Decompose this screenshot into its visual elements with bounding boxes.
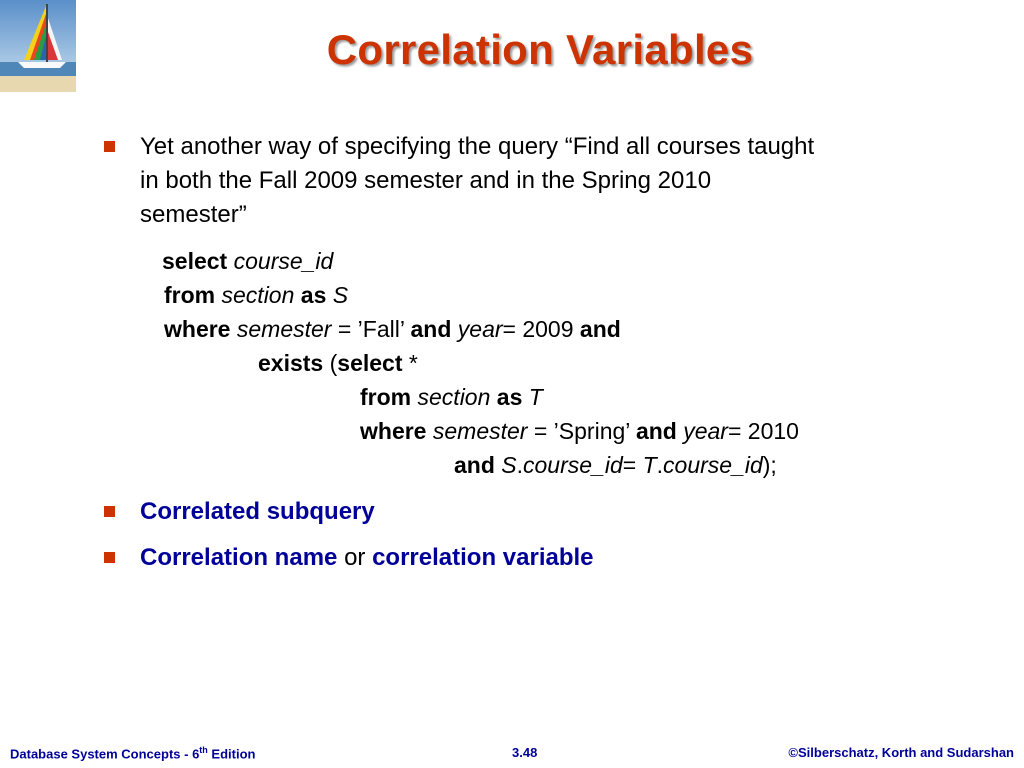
bullet-text-query-description	[140, 130, 814, 232]
sql-literal: = ’Fall’	[337, 316, 405, 342]
sql-identifier: semester	[236, 316, 332, 342]
sql-keyword: where	[360, 418, 427, 444]
sql-line-from	[164, 278, 348, 312]
bullet-line: Yet another way of specifying the query “Find all courses taught	[140, 133, 815, 160]
sql-keyword: from	[164, 282, 216, 308]
bullet-marker	[104, 141, 115, 152]
sql-line-select	[162, 244, 333, 278]
bullet-line: in both the Fall 2009 semester and in the Spring 2010	[140, 167, 712, 194]
sql-identifier: year	[457, 316, 503, 342]
footer-copyright: ©Silberschatz, Korth and Sudarshan	[788, 745, 1014, 760]
sql-keyword: select	[337, 350, 403, 376]
bullet-line: semester”	[140, 201, 247, 228]
sql-operator: =	[622, 452, 637, 478]
bullet-text-correlation-name	[140, 541, 594, 575]
sql-line-correlation	[454, 448, 777, 482]
sql-keyword: and	[410, 316, 452, 342]
sql-keyword: from	[360, 384, 412, 410]
sql-paren: (	[329, 350, 338, 376]
slide-title: Correlation Variables	[326, 26, 754, 73]
bullet-text-correlated-subquery	[140, 495, 375, 529]
sql-paren: );	[762, 452, 777, 478]
sql-line-where	[164, 312, 621, 346]
footer-title-edition: Edition	[207, 746, 256, 762]
footer-title-sup: th	[199, 745, 208, 755]
sql-keyword: as	[496, 384, 523, 410]
connector-word: or	[344, 544, 366, 571]
sql-literal: = 2010	[727, 418, 799, 444]
sql-alias: S	[501, 452, 517, 478]
bullet-marker	[104, 506, 115, 517]
sql-alias: S	[332, 282, 349, 308]
sql-star: *	[408, 350, 418, 376]
footer-page-number: 3.48	[512, 745, 538, 760]
sql-line-exists	[258, 346, 418, 380]
sql-identifier: semester	[432, 418, 528, 444]
sql-identifier: section	[221, 282, 295, 308]
sql-line-subwhere	[360, 414, 799, 448]
sql-identifier: course_id	[233, 248, 334, 274]
sql-alias: T	[642, 452, 657, 478]
term-correlation-variable: correlation variable	[372, 544, 594, 571]
sql-identifier: section	[417, 384, 491, 410]
sql-alias: T	[528, 384, 543, 410]
sql-keyword: where	[164, 316, 231, 342]
sql-identifier: year	[683, 418, 728, 444]
sql-keyword: as	[300, 282, 327, 308]
sql-keyword: and	[454, 452, 495, 478]
footer-book-title	[10, 745, 255, 761]
sql-identifier: course_id	[663, 452, 763, 478]
sql-line-subfrom	[360, 380, 543, 414]
sql-keyword: exists	[258, 350, 324, 376]
term-correlated-subquery: Correlated subquery	[140, 498, 375, 525]
sql-dot: .	[516, 452, 524, 478]
sailboat-logo-icon	[0, 0, 76, 92]
term-correlation-name: Correlation name	[140, 544, 338, 571]
sql-keyword: select	[162, 248, 228, 274]
sql-dot: .	[656, 452, 664, 478]
sql-literal: = ’Spring’	[533, 418, 630, 444]
sql-keyword: and	[635, 418, 677, 444]
sql-literal: = 2009	[502, 316, 574, 342]
sql-keyword: and	[579, 316, 621, 342]
bullet-marker	[104, 552, 115, 563]
footer-title-text: Database System Concepts - 6	[10, 746, 200, 762]
sql-identifier: course_id	[523, 452, 623, 478]
